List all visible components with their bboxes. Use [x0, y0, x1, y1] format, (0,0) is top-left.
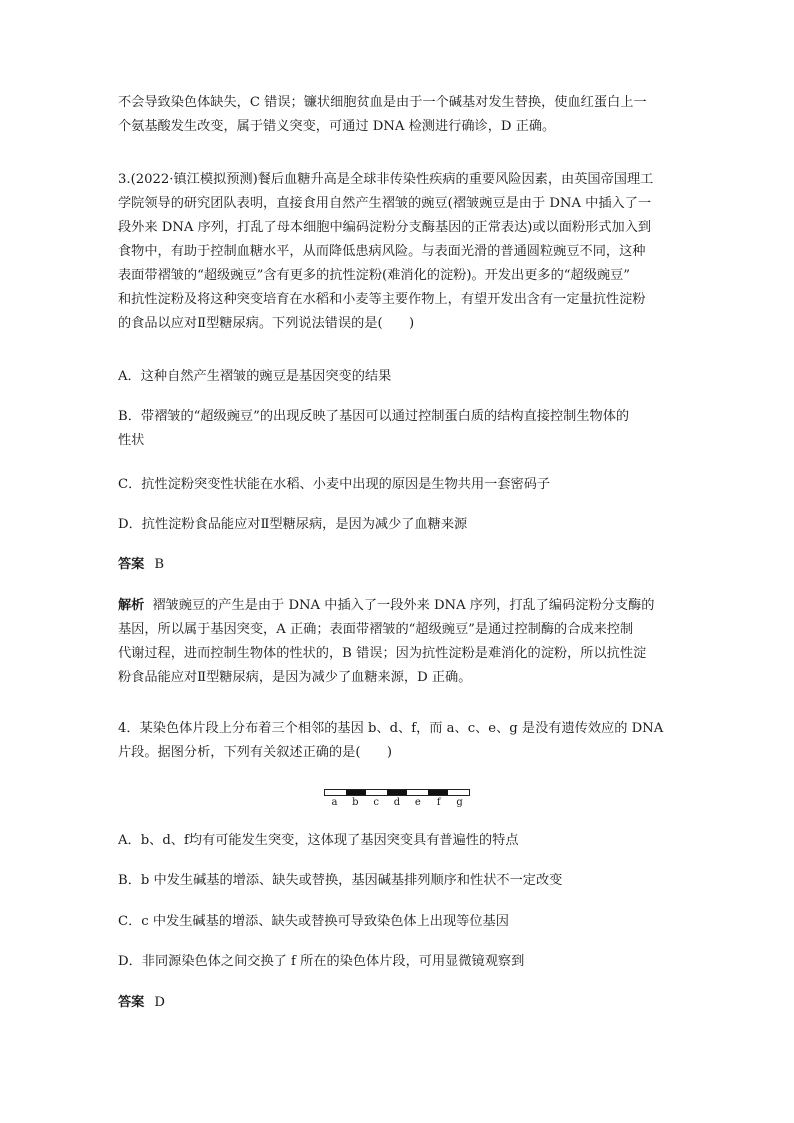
option-text: A．b、d、f均有可能发生突变，这体现了基因突变具有普遍性的特点 — [118, 833, 519, 848]
option-text: B．b 中发生碱基的增添、缺失或替换，基因碱基排列顺序和性状不一定改变 — [118, 873, 563, 888]
segment-label-a: a — [331, 797, 338, 808]
option-text: D．抗性淀粉食品能应对Ⅱ型糖尿病，是因为减少了血糖来源 — [118, 517, 468, 532]
segment-label-c: c — [373, 797, 379, 808]
answer-label: 答案 — [118, 995, 145, 1010]
question-3-option-c — [118, 473, 678, 497]
text-line: 个氨基酸发生改变，属于错义突变，可通过 DNA 检测进行确诊，D 正确。 — [118, 119, 556, 134]
option-text: C．c 中发生碱基的增添、缺失或替换可导致染色体上出现等位基因 — [118, 914, 509, 929]
segment-d — [387, 790, 408, 795]
analysis-label: 解析 — [118, 598, 145, 613]
answer-value: D — [154, 995, 165, 1010]
text-line: 不会导致染色体缺失，C 错误；镰状细胞贫血是由于一个碱基对发生替换，使血红蛋白上一 — [118, 95, 647, 110]
segment-label-d: d — [393, 797, 401, 808]
analysis-text: 粉食品能应对Ⅱ型糖尿病，是因为减少了血糖来源，D 正确。 — [118, 670, 472, 685]
question-4-stem — [118, 717, 678, 765]
text-line: 3.(2022·镇江模拟预测)餐后血糖升高是全球非传染性疾病的重要风险因素，由英国帝国理工 — [118, 172, 654, 187]
segment-a — [325, 790, 346, 795]
segment-label-f: f — [436, 797, 441, 808]
question-3-option-b — [118, 405, 678, 453]
analysis-text: 代谢过程，进而控制生物体的性状的，B 错误；因为抗性淀粉是难消化的淀粉，所以抗性淀 — [118, 646, 647, 661]
question-3-option-a — [118, 365, 678, 389]
segment-label-b: b — [352, 797, 359, 808]
segment-b — [346, 790, 367, 795]
question-4-answer — [118, 991, 678, 1015]
text-line: 学院领导的研究团队表明，直接食用自然产生褶皱的豌豆(褶皱豌豆是由于 DNA 中插入了一 — [118, 196, 652, 211]
question-4-option-c — [118, 910, 678, 934]
option-text: 性状 — [118, 433, 145, 448]
segment-label-e: e — [414, 797, 421, 808]
text-line: 的食品以应对Ⅱ型糖尿病。下列说法错误的是( ) — [118, 316, 415, 331]
segment-e — [407, 790, 428, 795]
segment-g — [448, 790, 469, 795]
option-text: A．这种自然产生褶皱的豌豆是基因突变的结果 — [118, 369, 392, 384]
question-4-option-d — [118, 950, 678, 974]
question-4-option-a — [118, 829, 678, 853]
question-3-analysis — [118, 594, 678, 690]
top-paragraph — [118, 91, 678, 139]
text-line: 4．某染色体片段上分布着三个相邻的基因 b、d、f，而 a、c、e、g 是没有遗传效应的 DNA — [118, 721, 664, 736]
question-3-option-d — [118, 513, 678, 537]
segment-f — [428, 790, 449, 795]
answer-value: B — [154, 557, 165, 572]
answer-label: 答案 — [118, 557, 145, 572]
chromosome-bar — [324, 789, 470, 796]
question-3-stem — [118, 168, 678, 336]
analysis-text: 基因，所以属于基因突变，A 正确；表面带褶皱的“超级豌豆”是通过控制酶的合成来控制 — [118, 622, 634, 637]
text-line: 和抗性淀粉及将这种突变培育在水稻和小麦等主要作物上，有望开发出含有一定量抗性淀粉 — [118, 292, 646, 307]
answer-line — [118, 991, 678, 1015]
text-line: 表面带褶皱的“超级豌豆”含有更多的抗性淀粉(难消化的淀粉)。开发出更多的“超级豌豆” — [118, 268, 631, 283]
chromosome-segment-diagram — [324, 789, 470, 809]
question-3-answer — [118, 553, 678, 577]
text-line: 食物中，有助于控制血糖水平，从而降低患病风险。与表面光滑的普通圆粒豌豆不同，这种 — [118, 244, 646, 259]
segment-label-g: g — [456, 797, 463, 808]
analysis-text: 褶皱豌豆的产生是由于 DNA 中插入了一段外来 DNA 序列，打乱了编码淀粉分支酶的 — [152, 598, 655, 613]
segment-c — [366, 790, 387, 795]
text-line: 段外来 DNA 序列，打乱了母本细胞中编码淀粉分支酶基因的正常表达)或以面粉形式加入到 — [118, 220, 652, 235]
analysis-line — [118, 594, 678, 618]
option-text: B．带褶皱的“超级豌豆”的出现反映了基因可以通过控制蛋白质的结构直接控制生物体的 — [118, 409, 630, 424]
option-text: C．抗性淀粉突变性状能在水稻、小麦中出现的原因是生物共用一套密码子 — [118, 477, 551, 492]
option-text: D．非同源染色体之间交换了 f 所在的染色体片段，可用显微镜观察到 — [118, 954, 525, 969]
text-line: 片段。据图分析，下列有关叙述正确的是( ) — [118, 745, 393, 760]
answer-line — [118, 553, 678, 577]
question-4-option-b — [118, 869, 678, 893]
